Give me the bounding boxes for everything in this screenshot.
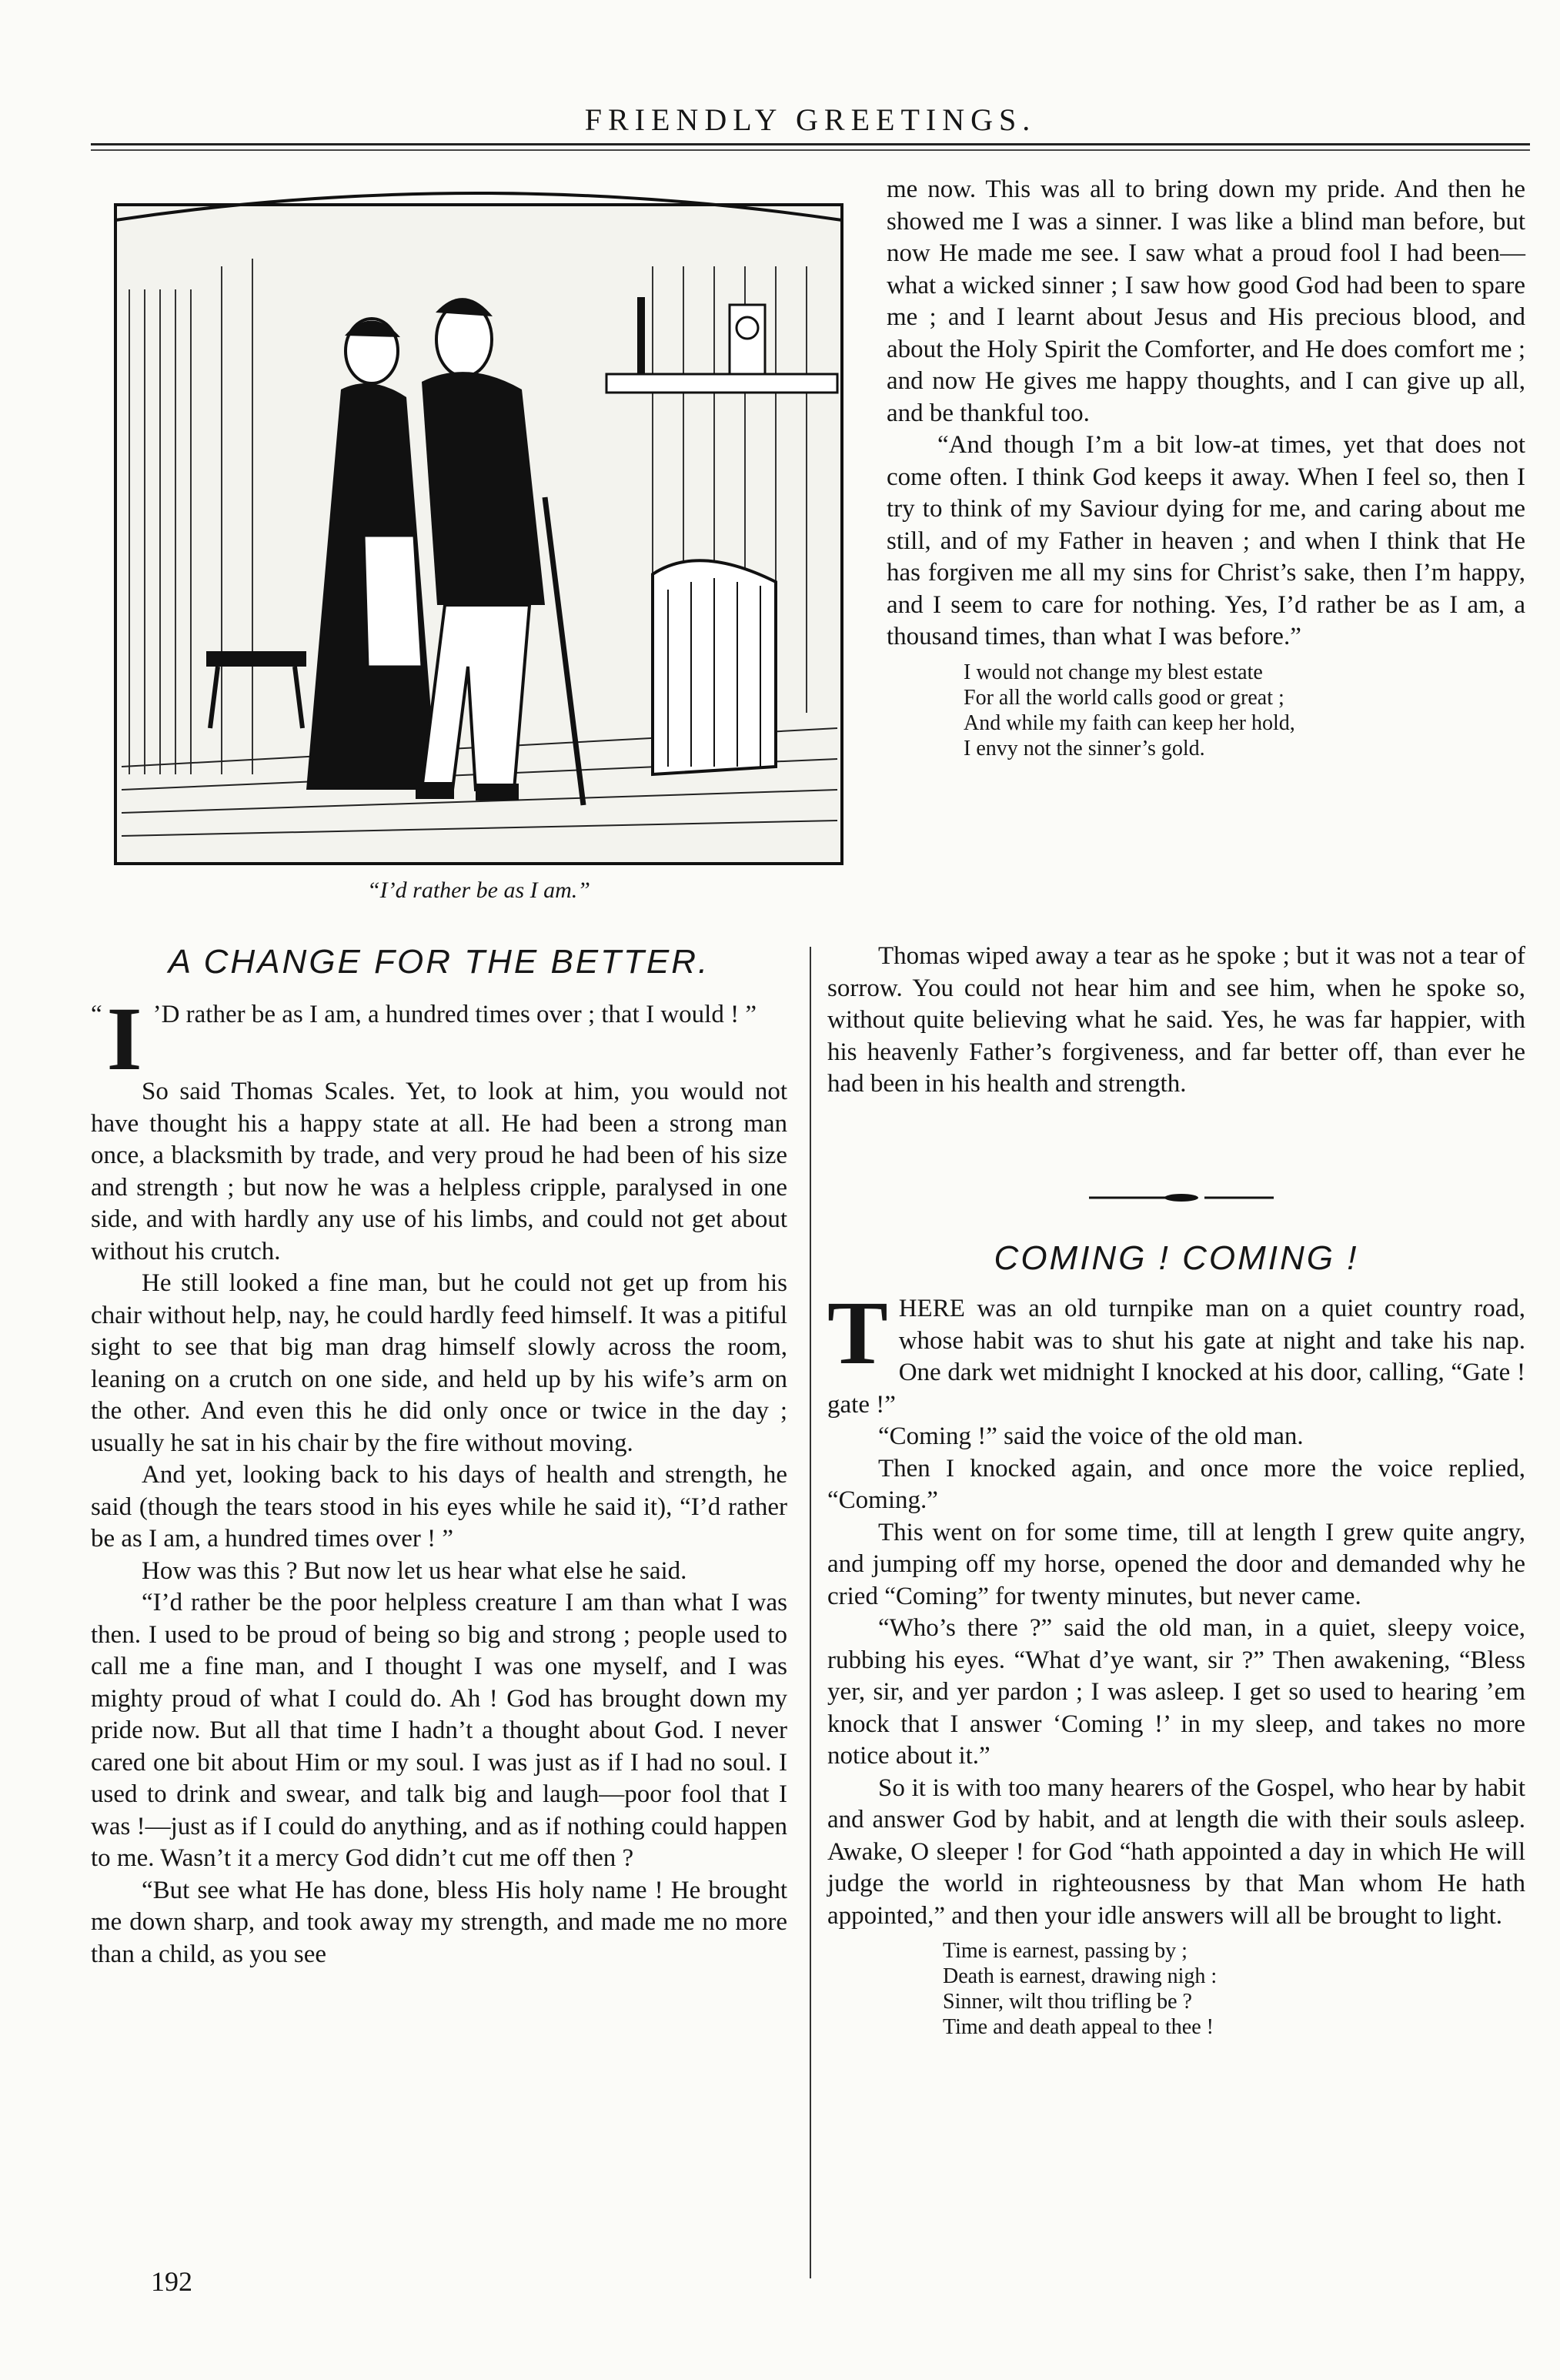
opening-quote: “ [91, 1001, 102, 1028]
story1-closing [827, 941, 1525, 1101]
page-number: 192 [151, 2266, 192, 2297]
story1-paragraph [91, 988, 787, 1089]
header-rule [91, 143, 1530, 145]
story1-right-column [887, 174, 1525, 767]
story2-paragraph: Then I knocked again, and once more the voice replied, “Coming.” [827, 1454, 1525, 1514]
story1-paragraph: “I’d rather be the poor helpless creature I am than what I was then. I used to be proud of being so big and strong ; people used to call me a fine man, and I thought I was one myself, and I was mighty proud of what I could do. Ah ! God has brought down my pride now. But all that time I hadn’t a thought about God. I never cared one bit about Him or my soul. I was just as if I had no soul. I used to drink and swear, and talk big and laugh—poor fool that I was !—just as if I could do anything, and as if nothing could happen to me. Wasn’t it a mercy God didn’t cut me off then ? [91, 1589, 787, 1872]
story1-left-column [91, 988, 787, 1971]
story2-title: COMING ! COMING ! [994, 1239, 1359, 1277]
story2-paragraph: “Who’s there ?” said the old man, in a quiet, sleepy voice, rubbing his eyes. “What d’ye want, sir ?” Then awakening, “Bless yer, sir, and yer pardon ; I was asleep. I get so used to hearing ’em knock that I answer ‘Coming !’ in my sleep, and takes no more notice about it.” [827, 1614, 1525, 1770]
poem-line: Death is earnest, drawing nigh : [943, 1964, 1218, 1988]
story2-p1-text: was an old turnpike man on a quiet country road, whose habit was to shut his gate at night and take his nap. One dark wet midnight I knocked at his door, calling, “Gate ! gate !” [827, 1295, 1525, 1419]
illustration-caption: “I’d rather be as I am.” [367, 877, 590, 903]
story2-paragraph: So it is with too many hearers of the Gospel, who hear by habit and answer God by habit, and at length die with their souls asleep. Awake, O sleeper ! for God “hath appointed a day in which He will judge the world in righteousness by that Man whom He hath appointed,” and then your idle answers will all be brought to light. [827, 1773, 1525, 1930]
story2-first-word: HERE [898, 1295, 965, 1322]
column-divider [810, 947, 811, 2278]
poem-line: I would not change my blest estate [964, 660, 1263, 684]
drop-cap: T [827, 1282, 888, 1383]
story1-title: A CHANGE FOR THE BETTER. [168, 943, 710, 981]
engraving-illustration [114, 174, 843, 865]
story2-paragraph [827, 1282, 1525, 1421]
story1-paragraph: “But see what He has done, bless His holy name ! He brought me down sharp, and took away my strength, and made me no more than a child, as you see [91, 1876, 787, 1968]
story1-paragraph: He still looked a fine man, but he could not get up from his chair without help, nay, he could hardly feed himself. It was a pitiful sight to see that big man drag himself slowly across the room, leaning on a crutch on one side, and held up by his wife’s arm on the other. And even this he did only once or twice in the day ; usually he sat in his chair by the fire without moving. [91, 1269, 787, 1457]
story1-poem [964, 660, 1525, 761]
story2-paragraph: “Coming !” said the voice of the old man. [878, 1422, 1304, 1450]
story1-p1-text: ’D rather be as I am, a hundred times over ; that I would ! ” [152, 1001, 757, 1028]
running-header: FRIENDLY GREETINGS. [584, 102, 1037, 137]
poem-line: Time is earnest, passing by ; [943, 1939, 1188, 1963]
story2-paragraph: This went on for some time, till at length I grew quite angry, and jumping off my horse, opened the door and demanded why he cried “Coming” for twenty minutes, but never came. [827, 1518, 1525, 1610]
story1-paragraph: How was this ? But now let us hear what else he said. [142, 1556, 687, 1585]
poem-line: For all the world calls good or great ; [964, 685, 1284, 710]
story1-paragraph: And yet, looking back to his days of health and strength, he said (though the tears stood in his eyes while he said it), “I’d rather be as I am, a hundred times over ! ” [91, 1461, 787, 1553]
drop-cap: I [106, 988, 142, 1089]
poem-line: And while my faith can keep her hold, [964, 710, 1295, 735]
poem-line: Sinner, wilt thou trifling be ? [943, 1990, 1192, 2014]
poem-line: I envy not the sinner’s gold. [964, 736, 1205, 760]
section-ornament [1081, 1190, 1281, 1205]
story1-paragraph: “And though I’m a bit low-at times, yet that does not come often. I think God keeps it away. When I feel so, then I try to think of my Saviour dying for me, and caring about me still, and of my Father in heaven ; and when I think that He has forgiven me all my sins for Christ’s sake, then I’m happy, and I seem to care for nothing. Yes, I’d rather be as I am, a thousand times, than what I was before.” [887, 431, 1525, 650]
story1-paragraph: Thomas wiped away a tear as he spoke ; but it was not a tear of sorrow. You could not hear him and see him, when he spoke so, without quite believing what he said. Yes, he was far happier, with his heavenly Father’s forgiveness, and far better off, than ever he had been in his health and strength. [827, 942, 1525, 1098]
story1-paragraph: me now. This was all to bring down my pride. And then he showed me I was a sinner. I was like a blind man before, but now He made me see. I saw what a proud fool I had been—what a wicked sinner ; I saw how good God had been to spare me ; and I learnt about Jesus and His precious blood, and about the Holy Spirit the Comforter, and He does comfort me ; and now He gives me happy thoughts, and I can give up all, and be thankful too. [887, 175, 1525, 427]
story2-column [827, 1282, 1525, 2046]
poem-line: Time and death appeal to thee ! [943, 2015, 1214, 2039]
header-rule-thin [91, 149, 1530, 151]
story2-poem [943, 1938, 1525, 2040]
story1-paragraph: So said Thomas Scales. Yet, to look at him, you would not have thought his a happy state at all. He had been a strong man once, a blacksmith by trade, and very proud he had been of his size and strength ; but now he was a helpless cripple, paralysed in one side, and with hardly any use of his limbs, and could not get about without his crutch. [91, 1078, 787, 1265]
